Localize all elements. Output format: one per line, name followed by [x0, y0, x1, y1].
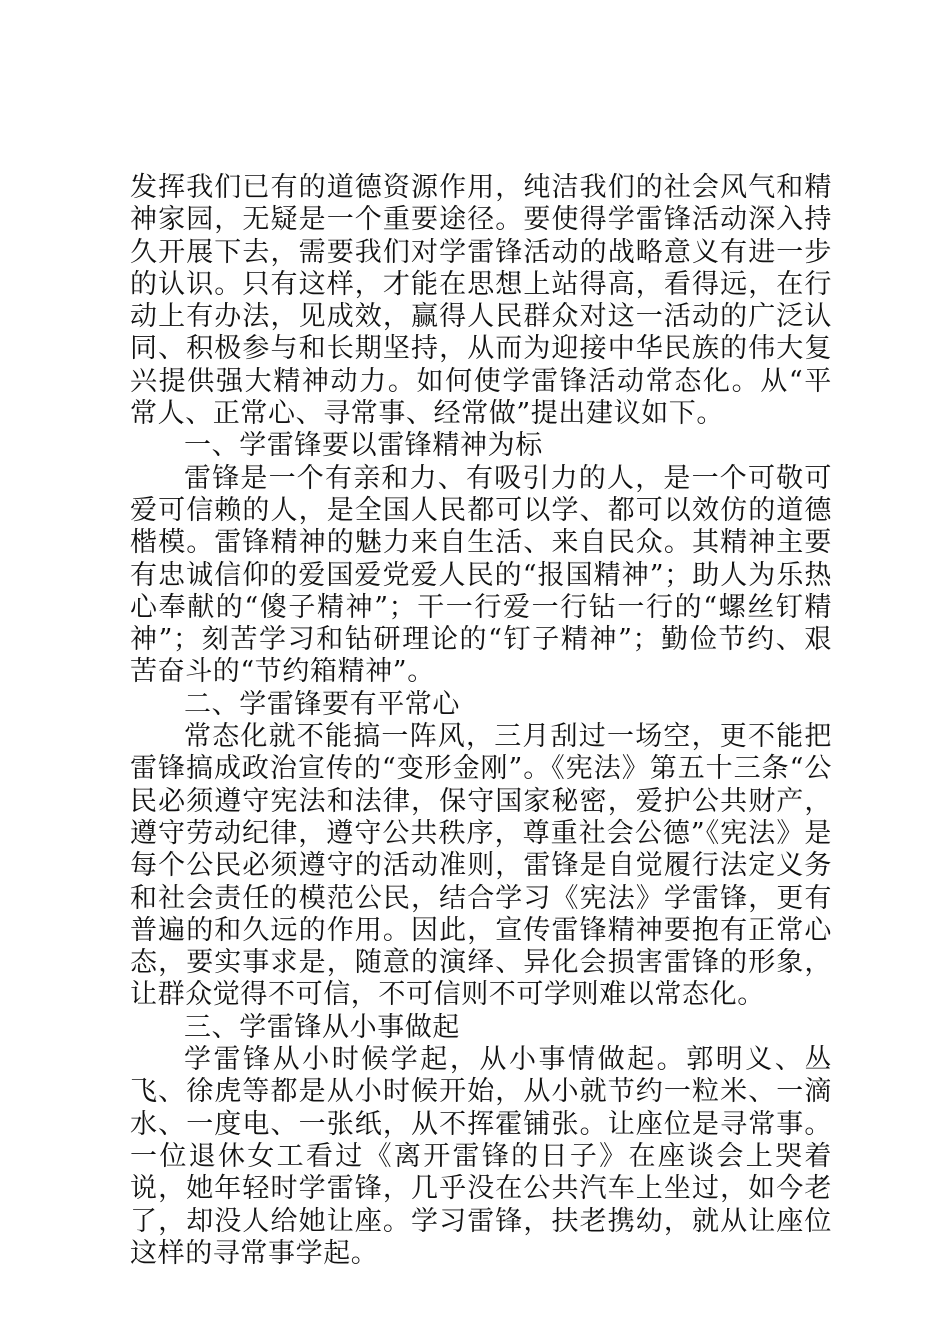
- section-paragraph-2: 常态化就不能搞一阵风，三月刮过一场空，更不能把雷锋搞成政治宣传的“变形金刚”。《宪法》第五十三条“公民必须遵守宪法和法律，保守国家秘密，爱护公共财产，遵守劳动纪律，遵守公共秩序，尊重社会公德”《宪法》是每个公民必须遵守的活动准则，雷锋是自觉履行法定义务和社会责任的模范公民，结合学习《宪法》学雷锋，更有普遍的和久远的作用。因此，宣传雷锋精神要抱有正常心态，要实事求是，随意的演绎、异化会损害雷锋的形象，让群众觉得不可信，不可信则不可学则难以常态化。: [130, 721, 832, 1011]
- document-body: [130, 172, 832, 1270]
- section-heading-1: 一、学雷锋要以雷锋精神为标: [184, 430, 543, 462]
- section-heading-3: 三、学雷锋从小事做起: [184, 1011, 460, 1043]
- intro-paragraph: 发挥我们已有的道德资源作用，纯洁我们的社会风气和精神家园，无疑是一个重要途径。要使得学雷锋活动深入持久开展下去，需要我们对学雷锋活动的战略意义有进一步的认识。只有这样，才能在思想上站得高，看得远，在行动上有办法，见成效，赢得人民群众对这一活动的广泛认同、积极参与和长期坚持，从而为迎接中华民族的伟大复兴提供强大精神动力。如何使学雷锋活动常态化。从“平常人、正常心、寻常事、经常做”提出建议如下。: [130, 172, 832, 430]
- section-paragraph-3: 学雷锋从小时候学起，从小事情做起。郭明义、丛飞、徐虎等都是从小时候开始，从小就节约一粒米、一滴水、一度电、一张纸，从不挥霍铺张。让座位是寻常事。一位退休女工看过《离开雷锋的日子》在座谈会上哭着说，她年轻时学雷锋，几乎没在公共汽车上坐过，如今老了，却没人给她让座。学习雷锋，扶老携幼，就从让座位这样的寻常事学起。: [130, 1044, 832, 1269]
- section-heading-2: 二、学雷锋要有平常心: [184, 688, 460, 720]
- section-paragraph-1: 雷锋是一个有亲和力、有吸引力的人，是一个可敬可爱可信赖的人，是全国人民都可以学、都可以效仿的道德楷模。雷锋精神的魅力来自生活、来自民众。其精神主要有忠诚信仰的爱国爱党爱人民的“报国精神”；助人为乐热心奉献的“傻子精神”；干一行爱一行钻一行的“螺丝钉精神”；刻苦学习和钻研理论的“钉子精神”；勤俭节约、艰苦奋斗的“节约箱精神”。: [130, 462, 832, 688]
